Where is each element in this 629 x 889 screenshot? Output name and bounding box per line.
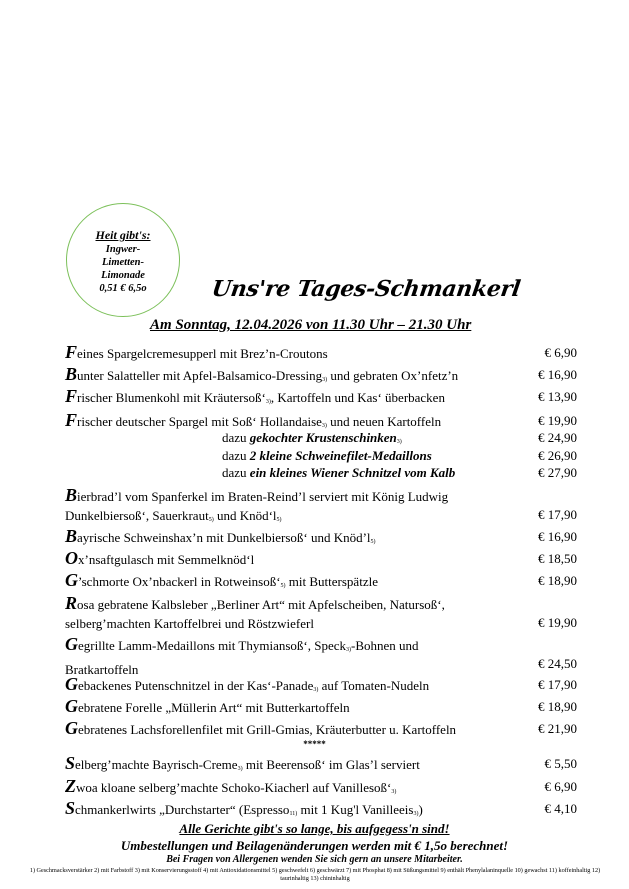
menu-item: Schmankerlwirts „Durchstarter“ (Espresso$_{11)}$ mit 1 Kug'l Vanilleeis$_{3)}$) € 4,10 [65, 798, 577, 818]
menu-option: dazu gekochter Krustenschinken$_{3)}$ € 24,90 [222, 430, 577, 445]
menu-item: Rosa gebratene Kalbsleber „Berliner Art“ mit Apfelscheiben, Natursoß‘, selberg’machten Kartoffelbrei und Röstzwieferl € 19,90 [65, 593, 577, 631]
menu-option: dazu 2 kleine Schweinefilet-Medaillons € 26,90 [222, 448, 577, 463]
badge-line: Limonade [101, 270, 145, 281]
price: € 17,90 [538, 677, 577, 692]
divider: ***** [303, 739, 326, 749]
price: € 6,90 [544, 345, 577, 360]
footer-surcharge: Umbestellungen und Beilagenänderungen werden mit € 1,5o berechnet! [120, 838, 509, 853]
price: € 24,50 [538, 656, 577, 671]
menu-item: Gebratene Forelle „Müllerin Art“ mit Butterkartoffeln € 18,90 [65, 696, 577, 716]
badge-line: Ingwer- [105, 244, 141, 255]
badge-title: Heit gibt's: [95, 228, 151, 242]
footer-availability: Alle Gerichte gibt's so lange, bis aufgegess'n sind! [179, 821, 450, 836]
price: € 18,50 [538, 551, 577, 566]
menu-item: Bunter Salatteller mit Apfel-Balsamico-Dressing$_{3)}$ und gebraten Ox’nfetz’n € 16,90 [65, 364, 577, 384]
price: € 18,90 [538, 573, 577, 588]
menu-item: Ox’nsaftgulasch mit Semmelknöd‘l € 18,50 [65, 548, 577, 568]
menu-item: Frischer Blumenkohl mit $Kräutersoß‘_{3)}$, Kartoffeln und Kas‘ überbacken € 13,90 [65, 386, 577, 406]
price: € 18,90 [538, 699, 577, 714]
menu-item: Gegrillte Lamm-Medaillons mit Thymiansoß‘, Speck$_{3)}$-Bohnen und Bratkartoffeln € 24,50 [65, 634, 577, 677]
price: € 24,90 [538, 430, 577, 445]
menu-item: Feines Spargelcremesupperl mit Brez’n-Croutons € 6,90 [65, 342, 577, 362]
price: € 13,90 [538, 389, 577, 404]
badge-line: 0,51 € 6,5o [99, 283, 147, 294]
price: € 16,90 [538, 529, 577, 544]
price: € 5,50 [544, 756, 577, 771]
price: € 19,90 [538, 615, 577, 630]
menu-item: Bayrische Schweinshax’n mit Dunkelbiersoß‘ und $Knöd’l_{5)}$ € 16,90 [65, 526, 577, 546]
menu-date: Am Sonntag, 12.04.2026 von 11.30 Uhr – 21.30 Uhr [150, 317, 472, 333]
price: € 21,90 [538, 721, 577, 736]
menu-title: Uns're Tages-Schmankerl [210, 276, 522, 302]
price: € 17,90 [538, 507, 577, 522]
menu-option: dazu ein kleines Wiener Schnitzel vom Kalb € 27,90 [222, 465, 577, 480]
menu-item: Bierbrad’l vom Spanferkel im Braten-Reind’l serviert mit König Ludwig Dunkelbiersoß‘, Sauerkraut$_{5)}$ und $Knöd‘l_{5)}$ € 17,90 [65, 485, 577, 523]
menu-item: G’schmorte Ox’nbackerl in $Rotweinsoß‘_{5)}$ mit Butterspätzle € 18,90 [65, 570, 577, 590]
menu-item: Frischer deutscher Spargel mit Soß‘ Hollandaise$_{3)}$ und neuen Kartoffeln € 19,90 [65, 410, 577, 430]
menu-item: Gebackenes Putenschnitzel in der Kas‘-Panade$_{3)}$ auf Tomaten-Nudeln € 17,90 [65, 674, 577, 694]
footer-allergens: Bei Fragen von Allergenen wenden Sie sich gern an unsere Mitarbeiter. [166, 854, 463, 865]
badge-line: Limetten- [102, 257, 144, 268]
price: € 6,90 [544, 779, 577, 794]
menu-item: Zwoa kloane selberg’machte Schoko-Kiacherl auf $Vanillesoß‘_{3)}$ € 6,90 [65, 776, 577, 796]
price: € 4,10 [544, 801, 577, 816]
price: € 27,90 [538, 465, 577, 480]
price: € 26,90 [538, 448, 577, 463]
drink-special-badge [66, 203, 180, 317]
menu-item: Gebratenes Lachsforellenfilet mit Grill-Gmias, Kräuterbutter u. Kartoffeln € 21,90 [65, 718, 577, 738]
menu-item: Selberg’machte Bayrisch-Creme$_{3)}$ mit Beerensoß‘ im Glas’l serviert € 5,50 [65, 753, 577, 773]
price: € 19,90 [538, 413, 577, 428]
footer-additives: 1) Geschmacksverstärker 2) mit Farbstoff 3) mit Konservierungsstoff 4) mit Antioxidationsmittel 5) geschwefelt 6) geschwärzt 7) mit Phosphat 8) mit Süßungsmittel 9) enthält Phenylalaninquelle 10) gewachst 11) koffeinhaltig 12) taurinhaltig 13) chininhaltig [29, 867, 601, 882]
price: € 16,90 [538, 367, 577, 382]
